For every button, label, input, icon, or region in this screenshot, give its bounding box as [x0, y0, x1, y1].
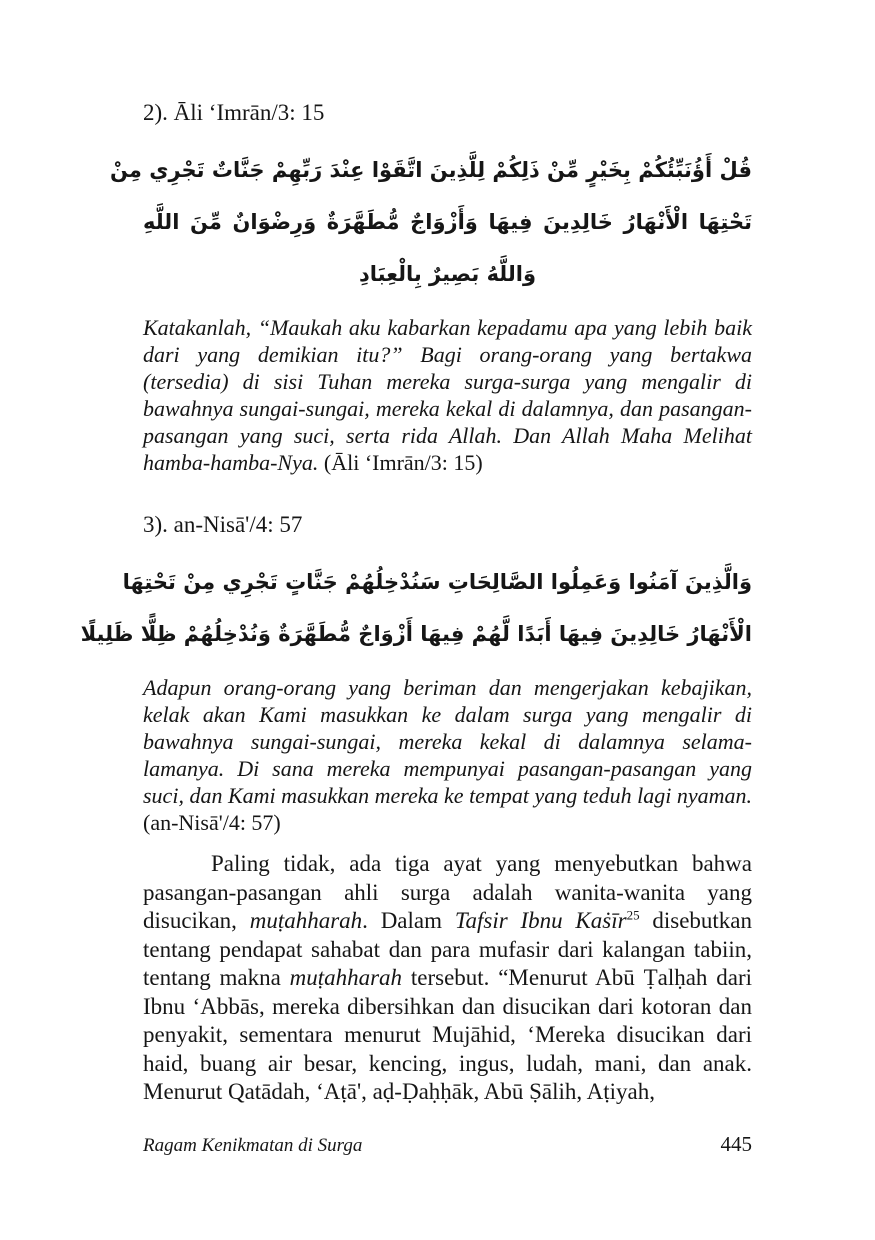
arabic-line-2: تَحْتِهَا الْأَنْهَارُ خَالِدِينَ فِيهَا وَأَزْوَاجٌ مُّطَهَّرَةٌ وَرِضْوَانٌ مِّنَ اللَّهِ	[143, 210, 752, 234]
verse-reference-ali-imran: (Āli ‘Imrān/3: 15)	[318, 450, 483, 475]
arabic-line-1: وَالَّذِينَ آمَنُوا وَعَمِلُوا الصَّالِحَاتِ سَنُدْخِلُهُمْ جَنَّاتٍ تَجْرِي مِنْ تَحْتِهَا	[122, 570, 752, 594]
footnote-reference: 25	[626, 907, 640, 923]
arabic-verse-ali-imran	[110, 144, 752, 300]
arabic-verse-an-nisa	[80, 556, 752, 660]
book-title-tafsir-ibnu-kasir: Tafsir Ibnu Kaṡīr	[454, 908, 627, 933]
heading-ali-imran: 2). Āli ‘Imrān/3: 15	[143, 100, 325, 125]
page-footer	[143, 1132, 752, 1157]
translation-ali-imran	[143, 314, 752, 476]
translation-an-nisa	[143, 674, 752, 836]
translation-text: Katakanlah, “Maukah aku kabarkan kepadamu apa yang lebih baik dari yang demikian itu?” Bagi orang-orang yang bertakwa (tersedia) di sisi Tuhan mereka surga-surga yang mengalir di bawahnya sungai-sungai, mereka kekal di dalamnya, dan pasangan-pasangan yang suci, serta rida Allah. Dan Allah Maha Melihat hamba-hamba-Nya.	[143, 315, 752, 475]
commentary-closing: tersebut. “Menurut Abū Ṭalḥah dari Ibnu ‘Abbās, mereka dibersihkan dan disucikan dari kotoran dan penyakit, sementara menurut Mujāhid, ‘Mereka disucikan dari haid, buang air besar, kencing, ingus, ludah, mani, dan anak. Menurut Qatādah, ‘Aṭā', aḍ-Ḍaḥḥāk, Abū Ṣālih, Aṭiyah,	[143, 965, 752, 1104]
commentary-mid2: disebutkan tentang pendapat sahabat dan para mufasir dari kalangan tabiin, tentang makna	[143, 908, 753, 990]
commentary-opening: Paling tidak, ada tiga ayat yang menyebutkan bahwa pasangan-pasangan ahli surga adalah wanita-wanita yang disucikan,	[143, 851, 752, 933]
commentary-paragraph	[143, 850, 752, 1107]
commentary-mid1: . Dalam	[362, 908, 455, 933]
translation-text: Adapun orang-orang yang beriman dan mengerjakan kebajikan, kelak akan Kami masukkan ke dalam surga yang mengalir di bawahnya sungai-sungai, mereka kekal di dalamnya selama-lamanya. Di sana mereka mempunyai pasangan-pasangan yang suci, dan Kami masukkan mereka ke tempat yang teduh lagi nyaman.	[143, 675, 752, 808]
verse-reference-an-nisa: (an-Nisā'/4: 57)	[143, 810, 281, 835]
arabic-line-3: وَاللَّهُ بَصِيرٌ بِالْعِبَادِ	[358, 262, 537, 286]
page-number: 445	[720, 1132, 752, 1156]
term-mutahharah: muṭahharah	[249, 908, 363, 933]
arabic-line-1: قُلْ أَؤُنَبِّئُكُمْ بِخَيْرٍ مِّنْ ذَلِكُمْ لِلَّذِينَ اتَّقَوْا عِنْدَ رَبِّهِمْ جَنَّاتٌ تَجْرِي مِنْ	[110, 158, 752, 182]
term-mutahharah: muṭahharah	[289, 965, 403, 990]
arabic-line-2: الْأَنْهَارُ خَالِدِينَ فِيهَا أَبَدًا لَّهُمْ فِيهَا أَزْوَاجٌ مُّطَهَّرَةٌ وَنُدْخِلُهُمْ ظِلًّا ظَلِيلًا	[80, 622, 752, 646]
running-title: Ragam Kenikmatan di Surga	[143, 1135, 363, 1156]
heading-an-nisa: 3). an-Nisā'/4: 57	[143, 512, 303, 537]
